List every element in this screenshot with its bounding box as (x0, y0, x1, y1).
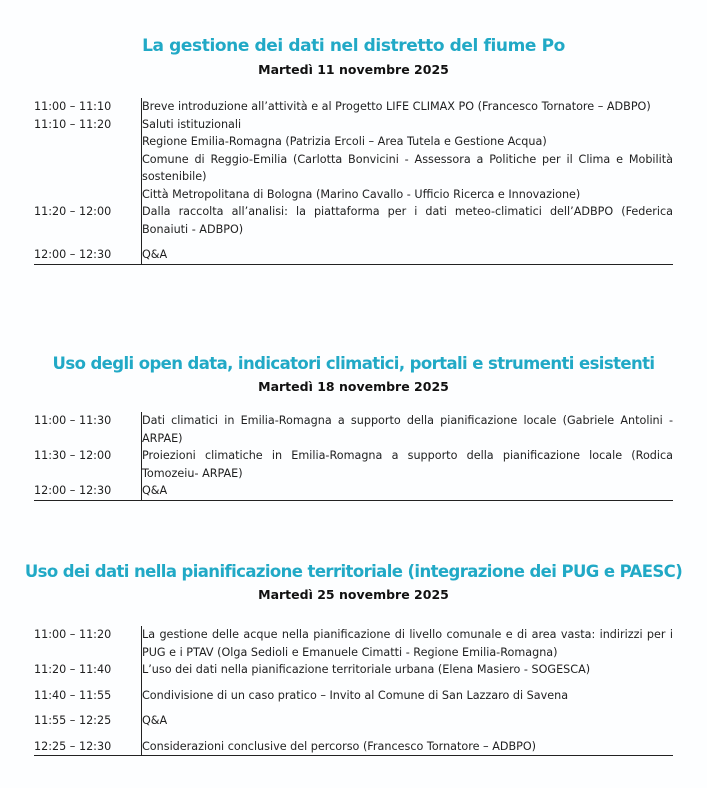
session-title: La gestione dei dati nel distretto del fiume Po (142, 36, 565, 56)
agenda-time: 11:10 – 11:20 (34, 117, 112, 131)
agenda-table-3 (34, 626, 673, 756)
agenda-time: 11:00 – 11:30 (34, 414, 112, 427)
agenda-time: 12:00 – 12:30 (34, 238, 142, 264)
agenda-desc: Considerazioni conclusive del percorso (Francesco Tornatore – ADBPO) (142, 730, 674, 756)
agenda-desc: La gestione delle acque nella pianificazione di livello comunale e di area vasta: indirizzi per i PUG e i PTAV (Olga Sedioli e Emanuele Cimatti - Regione Emilia-Romagna) (142, 626, 674, 661)
agenda-time: 11:55 – 12:25 (34, 714, 112, 727)
agenda-time: 12:00 – 12:30 (34, 482, 142, 500)
session-3 (0, 562, 707, 602)
session-date: Martedì 11 novembre 2025 (258, 62, 449, 77)
session-2 (0, 354, 707, 394)
agenda-table-1 (34, 98, 673, 265)
agenda-desc: Breve introduzione all’attività e al Progetto LIFE CLIMAX PO (Francesco Tornatore – ADBPO) (142, 98, 674, 116)
agenda-row (34, 626, 673, 661)
agenda-row (34, 238, 673, 264)
session-title: Uso degli open data, indicatori climatici, portali e strumenti esistenti (52, 354, 655, 373)
agenda-time: 11:00 – 11:10 (34, 100, 112, 113)
agenda-desc: Q&A (142, 238, 674, 264)
agenda-time: 11:40 – 11:55 (34, 688, 112, 702)
agenda-row (34, 730, 673, 756)
agenda-time: 11:00 – 11:20 (34, 628, 112, 641)
agenda-row (34, 679, 673, 705)
agenda-time: 11:30 – 12:00 (34, 449, 112, 462)
agenda-row (34, 447, 673, 482)
agenda-time: 11:20 – 12:00 (34, 205, 112, 218)
session-date: Martedì 18 novembre 2025 (258, 379, 449, 394)
session-date: Martedì 25 novembre 2025 (258, 587, 449, 602)
agenda-row (34, 412, 673, 447)
agenda-desc: L’uso dei dati nella pianificazione territoriale urbana (Elena Masiero - SOGESCA) (142, 661, 674, 679)
agenda-desc: Condivisione di un caso pratico – Invito al Comune di San Lazzaro di Savena (142, 679, 674, 705)
agenda-time: 11:20 – 11:40 (34, 663, 112, 676)
agenda-row (34, 203, 673, 238)
agenda-row (34, 98, 673, 116)
session-1 (0, 36, 707, 77)
agenda-row (34, 661, 673, 679)
agenda-desc: Dalla raccolta all’analisi: la piattaforma per i dati meteo-climatici dell’ADBPO (Federica Bonaiuti - ADBPO) (142, 203, 674, 238)
agenda-desc: Proiezioni climatiche in Emilia-Romagna a supporto della pianificazione locale (Rodica Tomozeiu- ARPAE) (142, 447, 674, 482)
agenda-table-2 (34, 412, 673, 501)
agenda-row (34, 482, 673, 500)
agenda-time: 12:25 – 12:30 (34, 730, 142, 756)
session-title: Uso dei dati nella pianificazione territoriale (integrazione dei PUG e PAESC) (24, 562, 683, 581)
agenda-row (34, 116, 673, 204)
agenda-desc: Saluti istituzionali Regione Emilia-Romagna (Patrizia Ercoli – Area Tutela e Gestione Acqua) Comune di Reggio-Emilia (Carlotta Bonvicini - Assessora a Politiche per il Clima e Mobilità sostenibile) Città Metropolitana di Bologna (Marino Cavallo - Ufficio Ricerca e Innovazione) (142, 116, 674, 204)
agenda-desc: Q&A (142, 704, 674, 730)
agenda-desc: Dati climatici in Emilia-Romagna a supporto della pianificazione locale (Gabriele Antolini - ARPAE) (142, 412, 674, 447)
agenda-desc: Q&A (142, 482, 674, 500)
agenda-row (34, 704, 673, 730)
